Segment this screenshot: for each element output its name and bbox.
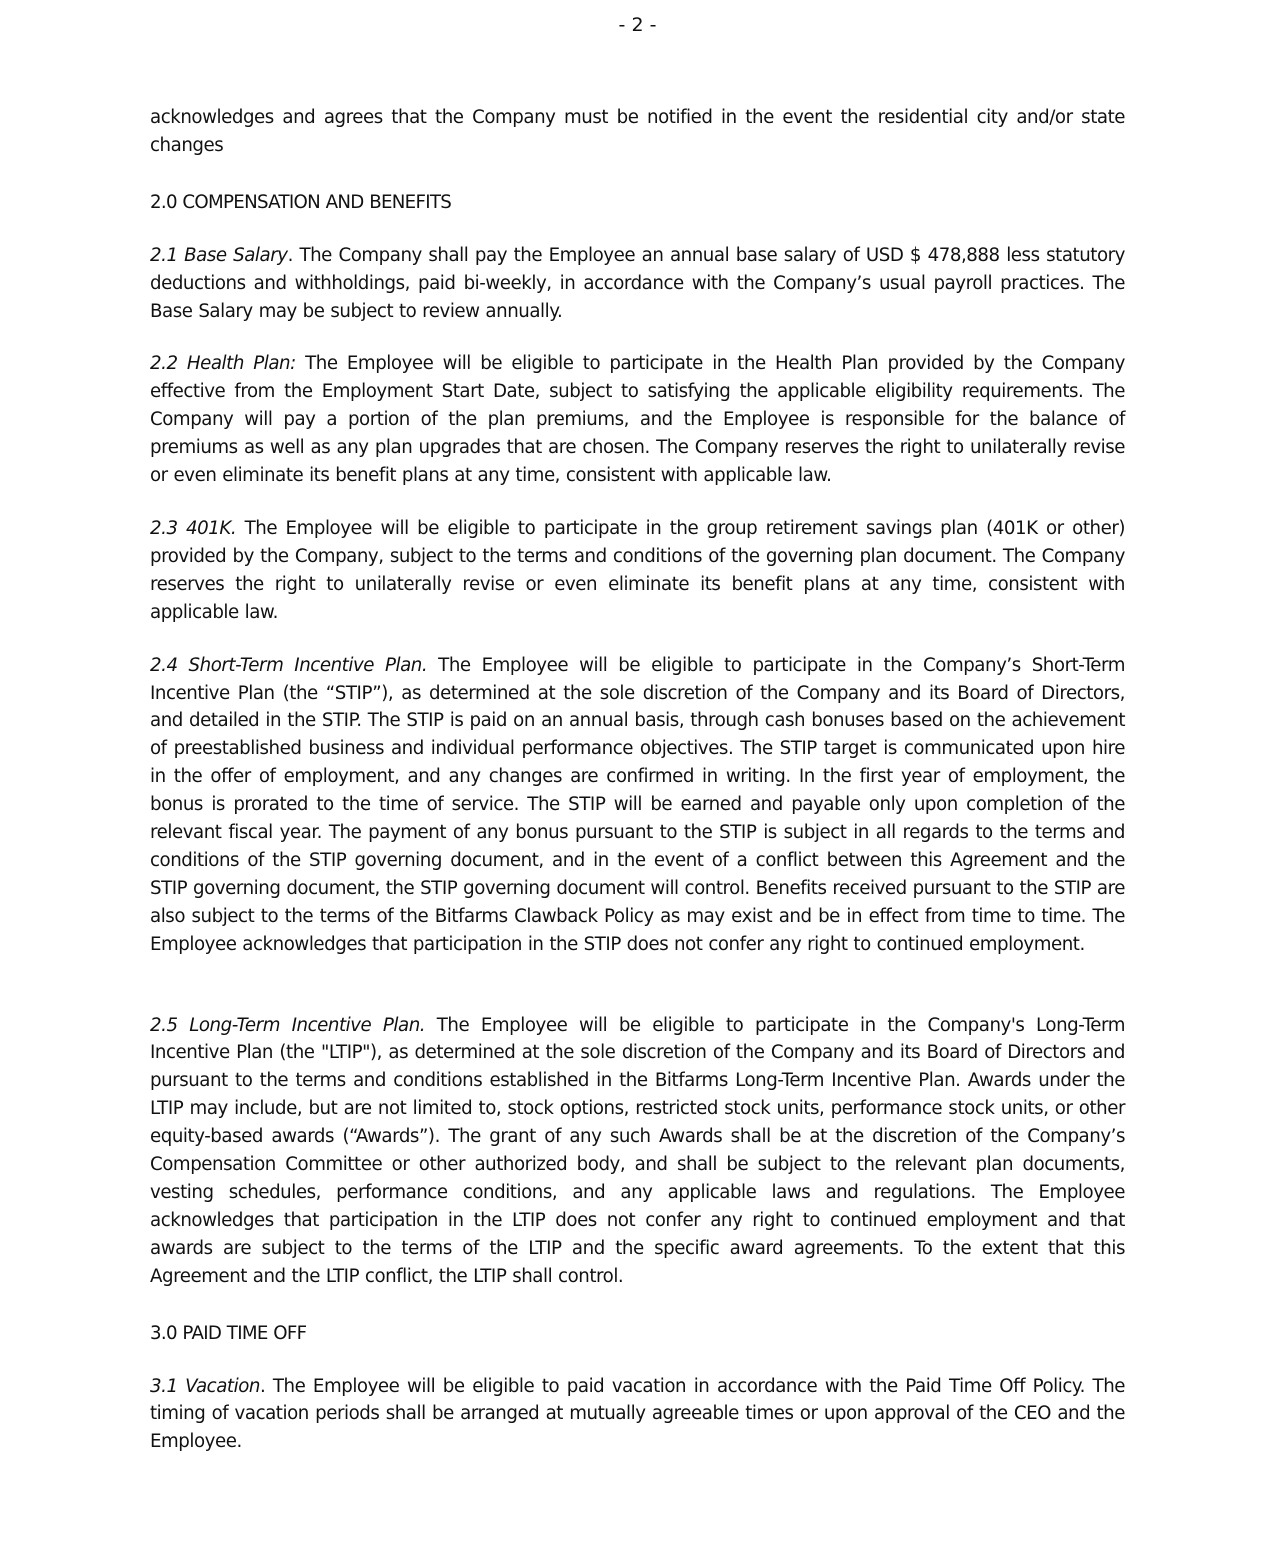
clause-title: 2.2 Health Plan: [150,353,296,375]
clause-title: 2.3 401K. [150,517,237,539]
clause-text: . The Company shall pay the Employee an annual base salary of USD $ 478,888 less statutory deductions and withholdings, paid bi-weekly, in accordance with the Company’s usual payroll practices. The Base Salary may be subject to review annually. [150,244,1125,322]
clause-base-salary [150,242,1125,326]
clause-title: 2.5 Long-Term Incentive Plan. [150,1014,426,1036]
clause-text: The Employee will be eligible to participate in the Health Plan provided by the Company effective from the Employment Start Date, subject to satisfying the applicable eligibility requirements. The Company will pay a portion of the plan premiums, and the Employee is responsible for the balance of premiums as well as any plan upgrades that are chosen. The Company reserves the right to unilaterally revise or even eliminate its benefit plans at any time, consistent with applicable law. [150,353,1125,487]
clause-text: The Employee will be eligible to participate in the group retirement savings plan (401K or other) provided by the Company, subject to the terms and conditions of the governing plan document. The Company reserves the right to unilaterally revise or even eliminate its benefit plans at any time, consistent with applicable law. [150,517,1125,623]
document-body [150,104,1125,1456]
clause-401k [150,515,1125,627]
section-heading-paid-time-off: 3.0 PAID TIME OFF [150,1322,307,1344]
clause-text: The Employee will be eligible to participate in the Company’s Short-Term Incentive Plan (the “STIP”), as determined at the sole discretion of the Company and its Board of Directors, and detailed in the STIP. The STIP is paid on an annual basis, through cash bonuses based on the achievement of preestablished business and individual performance objectives. The STIP target is communicated upon hire in the offer of employment, and any changes are confirmed in writing. In the first year of employment, the bonus is prorated to the time of service. The STIP will be earned and payable only upon completion of the relevant fiscal year. The payment of any bonus pursuant to the STIP is subject in all regards to the terms and conditions of the STIP governing document, and in the event of a conflict between this Agreement and the STIP governing document, the STIP governing document will control. Benefits received pursuant to the STIP are also subject to the terms of the Bitfarms Clawback Policy as may exist and be in effect from time to time. The Employee acknowledges that participation in the STIP does not confer any right to continued employment. [150,654,1125,955]
clause-long-term-incentive [150,1012,1125,1291]
clause-health-plan [150,350,1125,490]
clause-text: . The Employee will be eligible to paid vacation in accordance with the Paid Time Off Policy. The timing of vacation periods shall be arranged at mutually agreeable times or upon approval of the CEO and the Employee. [150,1375,1126,1453]
clause-title: 2.1 Base Salary [150,244,288,266]
clause-title: 2.4 Short-Term Incentive Plan. [150,654,428,676]
clause-short-term-incentive [150,652,1125,959]
clause-title: 3.1 Vacation [150,1375,260,1397]
section-heading-compensation: 2.0 COMPENSATION AND BENEFITS [150,191,452,213]
clause-vacation [150,1373,1125,1457]
page-number: - 2 - [618,14,657,36]
clause-text: The Employee will be eligible to participate in the Company's Long-Term Incentive Plan (the "LTIP"), as determined at the sole discretion of the Company and its Board of Directors and pursuant to the terms and conditions established in the Bitfarms Long-Term Incentive Plan. Awards under the LTIP may include, but are not limited to, stock options, restricted stock units, performance stock units, or other equity-based awards (“Awards”). The grant of any such Awards shall be at the discretion of the Company’s Compensation Committee or other authorized body, and shall be subject to the relevant plan documents, vesting schedules, performance conditions, and any applicable laws and regulations. The Employee acknowledges that participation in the LTIP does not confer any right to continued employment and that awards are subject to the terms of the LTIP and the specific award agreements. To the extent that this Agreement and the LTIP conflict, the LTIP shall control. [150,1014,1125,1287]
intro-paragraph: acknowledges and agrees that the Company must be notified in the event the residential city and/or state changes [150,107,1125,156]
